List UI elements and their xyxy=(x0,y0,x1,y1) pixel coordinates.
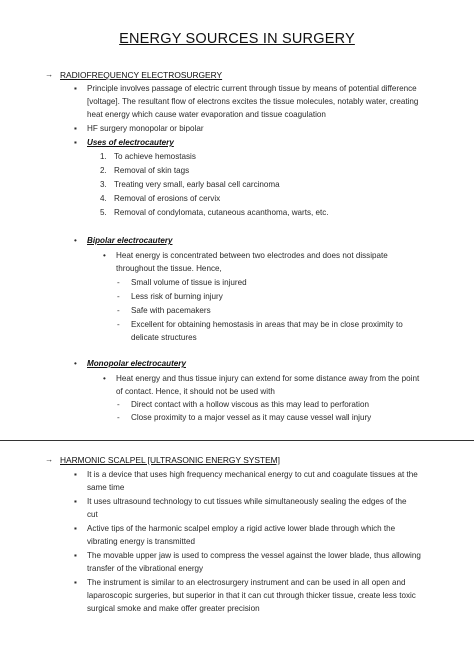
bipolar-line: Heat energy is concentrated between two electrodes and does not dissipate xyxy=(116,251,388,260)
harmonic-line: The movable upper jaw is used to compress the vessel against the lower blade, thus allowing xyxy=(87,551,421,560)
list-item: Removal of erosions of cervix xyxy=(114,194,221,203)
bipolar-point: Less risk of burning injury xyxy=(131,292,223,301)
harmonic-line: It uses ultrasound technology to cut tissues while simultaneously sealing the edges of the xyxy=(87,497,407,506)
page-title: ENERGY SOURCES IN SURGERY xyxy=(119,31,355,47)
dash-icon: - xyxy=(117,413,120,422)
dash-icon: - xyxy=(117,400,120,409)
bipolar-point: Excellent for obtaining hemostasis in areas that may be in close proximity to xyxy=(131,320,403,329)
section-divider xyxy=(0,440,474,441)
harmonic-line: surgical smoke and make offer greater precision xyxy=(87,604,260,613)
arrow-icon: → xyxy=(45,70,54,79)
monopolar-heading: Monopolar electrocautery xyxy=(87,359,186,368)
section-heading-radiofrequency: RADIOFREQUENCY ELECTROSURGERY xyxy=(60,70,223,80)
bullet-icon: ▪ xyxy=(74,84,77,93)
dash-icon: - xyxy=(117,292,120,301)
bullet-icon: ▪ xyxy=(74,124,77,133)
list-number: 5. xyxy=(100,208,107,217)
harmonic-line: cut xyxy=(87,510,98,519)
harmonic-line: vibrating energy is transmitted xyxy=(87,537,195,546)
bullet-icon: ▪ xyxy=(74,578,77,587)
list-number: 2. xyxy=(100,166,107,175)
monopolar-line: of contact. Hence, it should not be used with xyxy=(116,387,275,396)
principle-line: heat energy which cause water evaporation and tissue coagulation xyxy=(87,110,326,119)
hf-surgery-text: HF surgery monopolar or bipolar xyxy=(87,124,204,133)
section-heading-harmonic-scalpel: HARMONIC SCALPEL [ULTRASONIC ENERGY SYSTEM] xyxy=(60,455,280,465)
harmonic-line: It is a device that uses high frequency mechanical energy to cut and coagulate tissues at the xyxy=(87,470,418,479)
bullet-icon: ▪ xyxy=(74,138,77,147)
monopolar-line: Heat energy and thus tissue injury can extend for some distance away from the point xyxy=(116,374,420,383)
bipolar-point: Small volume of tissue is injured xyxy=(131,278,247,287)
bipolar-heading: Bipolar electrocautery xyxy=(87,236,173,245)
bipolar-line: throughout the tissue. Hence, xyxy=(116,264,222,273)
bullet-icon: ▪ xyxy=(74,524,77,533)
principle-line: Principle involves passage of electric current through tissue by means of potential difference xyxy=(87,84,417,93)
uses-heading: Uses of electrocautery xyxy=(87,138,174,147)
list-item: Treating very small, early basal cell carcinoma xyxy=(114,180,280,189)
bullet-icon: ▪ xyxy=(74,551,77,560)
bipolar-point: Safe with pacemakers xyxy=(131,306,211,315)
bullet-icon: • xyxy=(103,374,106,383)
dash-icon: - xyxy=(117,306,120,315)
bipolar-point: delicate structures xyxy=(131,333,197,342)
arrow-icon: → xyxy=(45,455,54,464)
bullet-icon: • xyxy=(74,359,77,368)
harmonic-line: transfer of the vibrational energy xyxy=(87,564,204,573)
principle-line: [voltage]. The resultant flow of electrons excites the tissue molecules, notably water, creating xyxy=(87,97,419,106)
bullet-icon: ▪ xyxy=(74,470,77,479)
harmonic-line: laparoscopic surgeries, but superior in that it can cut through thicker tissue, create less toxic xyxy=(87,591,416,600)
bullet-icon: ▪ xyxy=(74,497,77,506)
list-number: 1. xyxy=(100,152,107,161)
monopolar-point: Close proximity to a major vessel as it may cause vessel wall injury xyxy=(131,413,372,422)
list-item: Removal of condylomata, cutaneous acanthoma, warts, etc. xyxy=(114,208,329,217)
list-number: 4. xyxy=(100,194,107,203)
harmonic-line: The instrument is similar to an electrosurgery instrument and can be used in all open and xyxy=(87,578,406,587)
dash-icon: - xyxy=(117,320,120,329)
harmonic-line: Active tips of the harmonic scalpel employ a rigid active lower blade through which the xyxy=(87,524,396,533)
monopolar-point: Direct contact with a hollow viscous as this may lead to perforation xyxy=(131,400,369,409)
dash-icon: - xyxy=(117,278,120,287)
list-item: Removal of skin tags xyxy=(114,166,190,175)
list-item: To achieve hemostasis xyxy=(114,152,196,161)
bullet-icon: • xyxy=(103,251,106,260)
list-number: 3. xyxy=(100,180,107,189)
bullet-icon: • xyxy=(74,236,77,245)
harmonic-line: same time xyxy=(87,483,125,492)
